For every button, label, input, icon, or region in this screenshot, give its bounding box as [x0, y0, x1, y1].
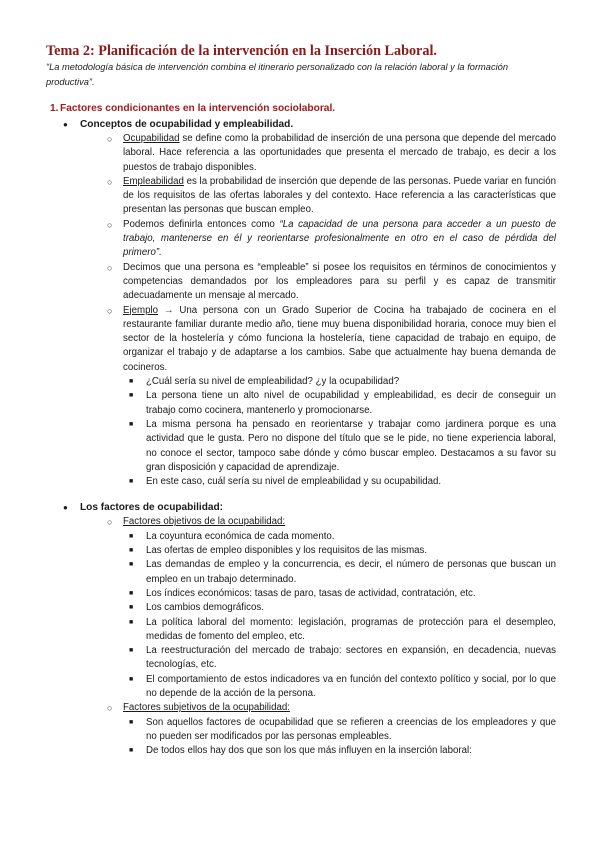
- list-item-text: La persona tiene un alto nivel de ocupabilidad y empleabilidad, es decir de conseguir un trabajo como cocinera, mantenerlo y promocionarse.: [146, 390, 556, 416]
- main-list: [46, 118, 556, 758]
- conceptos-list: [102, 132, 556, 489]
- list-item-text: El comportamiento de estos indicadores va en función del contexto político y social, por lo que no depende de la acción de la persona.: [146, 673, 556, 699]
- term-empleabilidad: Empleabilidad: [123, 175, 184, 187]
- square-bullet-icon: ■: [129, 589, 134, 597]
- definition-text: Decimos que una persona es “empleable” si posee los requisitos en términos de conocimientos y competencias demandados por los empleadores para su perfil y es capaz de transmitir adecuadamente un mensaje al mercado.: [123, 261, 556, 302]
- list-item: [129, 375, 556, 389]
- square-bullet-icon: ■: [129, 618, 134, 626]
- subjetivos-list: [129, 716, 556, 759]
- list-item: [102, 218, 556, 261]
- list-item: [129, 744, 556, 758]
- square-bullet-icon: ■: [129, 747, 134, 755]
- list-item: [129, 418, 556, 475]
- square-bullet-icon: ■: [129, 420, 134, 428]
- list-item: [129, 558, 556, 587]
- list-item: [129, 544, 556, 558]
- list-item-subjetivos: [102, 701, 556, 758]
- list-item-text: Las demandas de empleo y la concurrencia, es decir, el número de personas que buscan un empleo en un trabajo determinado.: [146, 559, 556, 585]
- list-item-text: Los cambios demográficos.: [146, 602, 264, 614]
- square-bullet-icon: ■: [129, 478, 134, 486]
- section-number: 1.: [50, 103, 59, 114]
- list-item-text: La coyuntura económica de cada momento.: [146, 530, 335, 542]
- list-item-objetivos: [102, 515, 556, 701]
- list-item: [129, 530, 556, 544]
- list-item-text: De todos ellos hay dos que son los que más influyen en la inserción laboral:: [146, 745, 472, 757]
- document-page: [46, 42, 556, 758]
- term-ejemplo: Ejemplo: [123, 304, 158, 316]
- factores-title: Los factores de ocupabilidad:: [80, 502, 224, 514]
- square-bullet-icon: ■: [129, 647, 134, 655]
- circle-bullet-icon: ○: [107, 219, 113, 230]
- list-item-text: La política laboral del momento: legislación, programas de protección para el desempleo, medidas de fomento del empleo, etc.: [146, 616, 556, 642]
- list-item: [102, 132, 556, 175]
- list-item: [129, 673, 556, 702]
- factores-list: [102, 515, 556, 758]
- square-bullet-icon: ■: [129, 604, 134, 612]
- list-item: [129, 644, 556, 673]
- definition-quote: “La capacidad de una persona para acceder a un puesto de trabajo, mantenerse en él y reorientarse profesionalmente en otro en el caso de pérdida del primero”.: [123, 218, 556, 259]
- definition-lead: Podemos definirla entonces como: [123, 218, 280, 230]
- list-item-text: Las ofertas de empleo disponibles y los requisitos de las mismas.: [146, 545, 428, 557]
- example-text: → Una persona con un Grado Superior de Cocina ha trabajado de cocinera en el restaurante familiar durante medio año, tiene muy buena disponibilidad horaria, conoce muy bien el sector de la hostelería y cómo funciona la hostelería, tiene capacidad de trabajo en equipo, de organizar el trabajo y de adaptarse a los cambios. Sabe que actualmente hay buena demanda de cocineros.: [123, 304, 556, 373]
- list-item: [129, 587, 556, 601]
- list-item: [102, 175, 556, 218]
- example-questions-list: [129, 375, 556, 489]
- circle-bullet-icon: ○: [107, 176, 113, 187]
- section-title: Factores condicionantes en la intervención sociolaboral.: [60, 103, 336, 114]
- section-heading: [46, 102, 556, 116]
- square-bullet-icon: ■: [129, 547, 134, 555]
- list-item-text: Los índices económicos: tasas de paro, tasas de actividad, contratación, etc.: [146, 587, 476, 599]
- square-bullet-icon: ■: [129, 718, 134, 726]
- square-bullet-icon: ■: [129, 532, 134, 540]
- list-item: [129, 389, 556, 418]
- list-item-text: La misma persona ha pensado en reorientarse y trabajar como jardinera porque es una actividad que le gusta. Pero no dispone del título que se le pide, no tiene experiencia laboral, no conoce el sector, tampoco sabe dónde y cómo buscar empleo. Destacamos a su favor su gran disposición y capacidad de aprendizaje.: [146, 418, 556, 473]
- list-item-conceptos: [46, 118, 556, 501]
- objetivos-title: Factores objetivos de la ocupabilidad:: [123, 516, 286, 528]
- circle-bullet-icon: ○: [107, 517, 113, 528]
- bullet-icon: ●: [63, 503, 68, 513]
- list-item: [129, 601, 556, 615]
- list-item-text: Son aquellos factores de ocupabilidad que se refieren a creencias de los empleadores y que no pueden ser modificados por las personas empleables.: [146, 716, 556, 742]
- list-item-factores: [46, 501, 556, 758]
- circle-bullet-icon: ○: [107, 134, 113, 144]
- list-item: [129, 716, 556, 745]
- intro-quote: “La metodología básica de intervención combina el itinerario personalizado con la relación laboral y la formación productiva”.: [46, 62, 509, 87]
- conceptos-title: Conceptos de ocupabilidad y empleabilidad.: [80, 119, 294, 130]
- list-item-text: ¿Cuál sería su nivel de empleabilidad? ¿y la ocupabilidad?: [146, 376, 400, 388]
- square-bullet-icon: ■: [129, 561, 134, 569]
- definition-text: se define como la probabilidad de inserción de una persona que depende del mercado laboral. Hace referencia a las oportunidades que presenta el mercado de trabajo, es decir a los puestos de trabajo disponibles.: [123, 133, 556, 173]
- spacer: [80, 489, 556, 501]
- definition-text: es la probabilidad de inserción que depende de las personas. Puede variar en función de los requisitos de las ofertas laborales y del contexto. Hace referencia a las características que presentan las personas que buscan empleo.: [123, 175, 556, 216]
- circle-bullet-icon: ○: [107, 262, 113, 273]
- circle-bullet-icon: ○: [107, 703, 113, 714]
- list-item: [102, 304, 556, 490]
- list-item-text: La reestructuración del mercado de trabajo: sectores en expansión, en decadencia, nuevas tecnologías, etc.: [146, 645, 556, 671]
- square-bullet-icon: ■: [129, 392, 134, 400]
- square-bullet-icon: ■: [129, 378, 134, 386]
- list-item: [129, 475, 556, 489]
- circle-bullet-icon: ○: [107, 305, 113, 316]
- page-title: Tema 2: Planificación de la intervención en la Inserción Laboral.: [46, 43, 437, 59]
- list-item: [129, 616, 556, 645]
- subjetivos-title: Factores subjetivos de la ocupabilidad:: [123, 702, 290, 714]
- square-bullet-icon: ■: [129, 675, 134, 683]
- bullet-icon: ●: [63, 120, 68, 129]
- list-item: [102, 261, 556, 304]
- objetivos-list: [129, 530, 556, 702]
- list-item-text: En este caso, cuál sería su nivel de empleabilidad y su ocupabilidad.: [146, 476, 442, 488]
- term-ocupabilidad: Ocupabilidad: [123, 133, 180, 144]
